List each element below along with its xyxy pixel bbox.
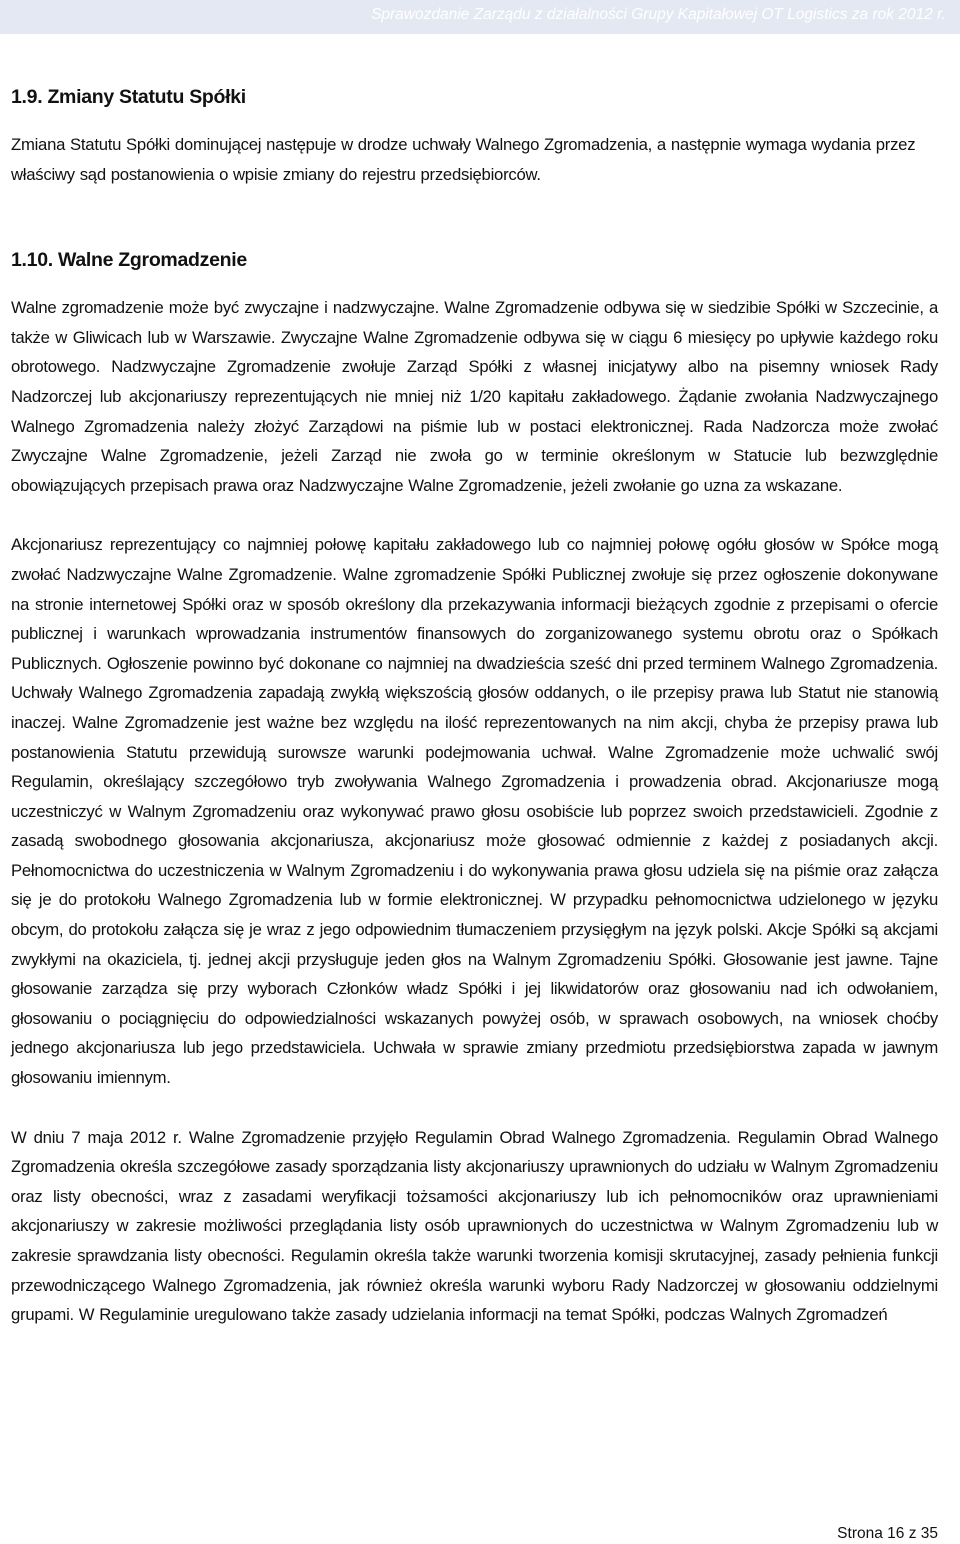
running-header <box>0 0 960 34</box>
section-heading-1-10: 1.10. Walne Zgromadzenie <box>11 249 247 272</box>
section-1-10-paragraph-3: W dniu 7 maja 2012 r. Walne Zgromadzenie przyjęło Regulamin Obrad Walnego Zgromadzenia. Regulamin Obrad Walnego Zgromadzenia określa szczegółowe zasady sporządzania listy akcjonariuszy uprawnionych do udziału w Walnym Zgromadzeniu oraz listy obecności, wraz z zasadami weryfikacji tożsamości akcjonariuszy lub ich pełnomocników oraz uprawnieniami akcjonariuszy w zakresie możliwości przeglądania listy osób uprawnionych do uczestnictwa w Walnym Zgromadzeniu lub w zakresie sprawdzania listy obecności. Regulamin określa także warunki tworzenia komisji skrutacyjnej, zasady pełnienia funkcji przewodniczącego Walnego Zgromadzenia, jak również określa warunki wyboru Rady Nadzorczej w głosowaniu oddzielnymi grupami. W Regulaminie uregulowano także zasady udzielania informacji na temat Spółki, podczas Walnych Zgromadzeń <box>11 1127 938 1325</box>
document-body <box>11 84 938 1330</box>
section-1-10-paragraph-2: Akcjonariusz reprezentujący co najmniej połowę kapitału zakładowego lub co najmniej połowę ogółu głosów w Spółce mogą zwołać Nadzwyczajne Walne Zgromadzenie. Walne zgromadzenie Spółki Publicznej zwołuje się przez ogłoszenie dokonywane na stronie internetowej Spółki oraz w sposób określony dla przekazywania informacji bieżących zgodnie z przepisami o ofercie publicznej i warunkach wprowadzania instrumentów finansowych do zorganizowanego systemu obrotu oraz o Spółkach Publicznych. Ogłoszenie powinno być dokonane co najmniej na dwadzieścia sześć dni przed terminem Walnego Zgromadzenia. Uchwały Walnego Zgromadzenia zapadają zwykłą większością głosów oddanych, o ile przepisy prawa lub Statut nie stanowią inaczej. Walne Zgromadzenie jest ważne bez względu na ilość reprezentowanych na nim akcji, chyba że przepisy prawa lub postanowienia Statutu przewidują surowsze warunki podejmowania uchwał. Walne Zgromadzenie może uchwalić swój Regulamin, określający szczegółowo tryb zwoływania Walnego Zgromadzenia i prowadzenia obrad. Akcjonariusze mogą uczestniczyć w Walnym Zgromadzeniu oraz wykonywać prawo głosu osobiście lub poprzez swoich przedstawicieli. Zgodnie z zasadą swobodnego głosowania akcjonariusza, akcjonariusz może głosować odmiennie z każdej z posiadanych akcji. Pełnomocnictwa do uczestniczenia w Walnym Zgromadzeniu i do wykonywania prawa głosu udziela się na piśmie oraz załącza się je do protokołu Walnego Zgromadzenia lub w formie elektronicznej. W przypadku pełnomocnictwa udzielonego w języku obcym, do protokołu załącza się je wraz z jego odpowiednim tłumaczeniem przysięgłym na język polski. Akcje Spółki są akcjami zwykłymi na okaziciela, tj. jednej akcji przysługuje jeden głos na Walnym Zgromadzeniu Spółki. Głosowanie jest jawne. Tajne głosowanie zarządza się przy wyborach Członków władz Spółki i jej likwidatorów oraz głosowaniu nad ich odwołaniem, głosowaniu o pociągnięciu do odpowiedzialności wskazanych powyżej osób, w sprawach osobowych, na wniosek choćby jednego akcjonariusza lub jego przedstawiciela. Uchwała w sprawie zmiany przedmiotu przedsiębiorstwa zapada w jawnym głosowaniu imiennym. <box>11 535 938 1088</box>
running-header-title: Sprawozdanie Zarządu z działalności Grupy Kapitałowej OT Logistics za rok 2012 r. <box>371 6 946 23</box>
section-1-10-paragraph-1: Walne zgromadzenie może być zwyczajne i nadzwyczajne. Walne Zgromadzenie odbywa się w siedzibie Spółki w Szczecinie, a także w Gliwicach lub w Warszawie. Zwyczajne Walne Zgromadzenie odbywa się w ciągu 6 miesięcy po upływie każdego roku obrotowego. Nadzwyczajne Zgromadzenie zwołuje Zarząd Spółki z własnej inicjatywy albo na pisemny wniosek Rady Nadzorczej lub akcjonariuszy reprezentujących nie mniej niż 1/20 kapitału zakładowego. Żądanie zwołania Nadzwyczajnego Walnego Zgromadzenia należy złożyć Zarządowi na piśmie lub w postaci elektronicznej. Rada Nadzorcza może zwołać Zwyczajne Walne Zgromadzenie, jeżeli Zarząd nie zwoła go w terminie określonym w Statucie lub bezwzględnie obowiązujących przepisach prawa oraz Nadzwyczajne Walne Zgromadzenie, jeżeli zwołanie go uzna za wskazane. <box>11 298 938 495</box>
section-heading-1-9: 1.9. Zmiany Statutu Spółki <box>11 86 246 108</box>
page-number: Strona 16 z 35 <box>837 1525 938 1542</box>
section-1-9-paragraph: Zmiana Statutu Spółki dominującej następuje w drodze uchwały Walnego Zgromadzenia, a następnie wymaga wydania przez właściwy sąd postanowienia o wpisie zmiany do rejestru przedsiębiorców. <box>11 135 916 184</box>
